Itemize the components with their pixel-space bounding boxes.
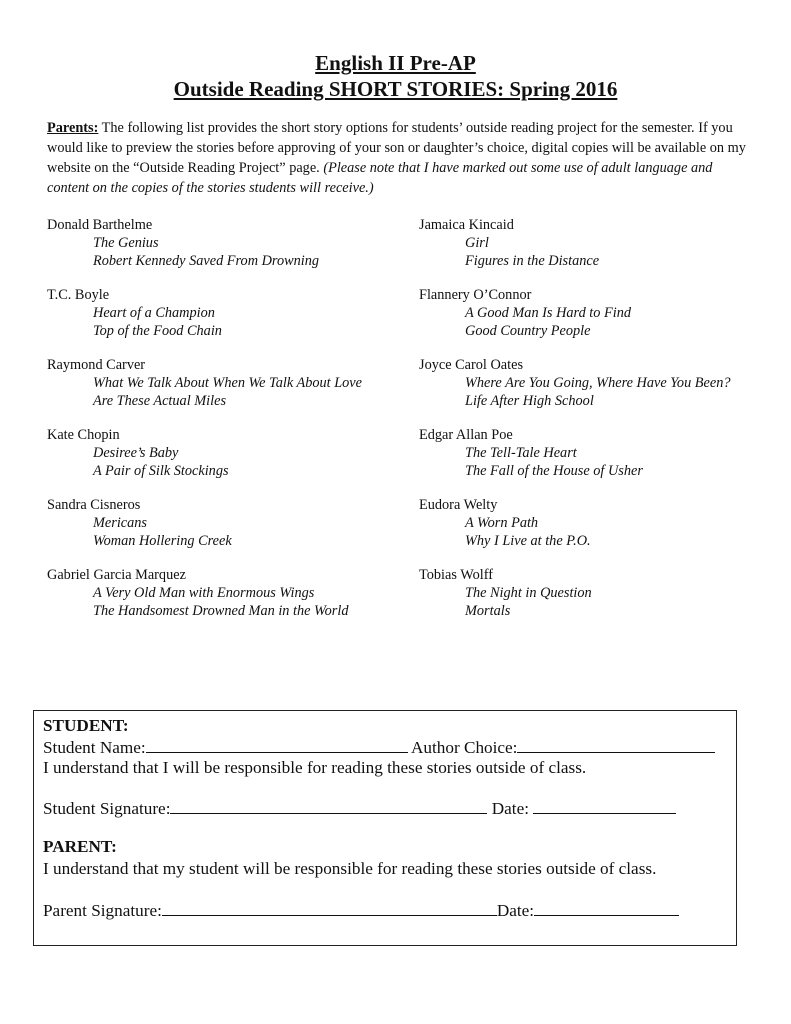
author-name: T.C. Boyle <box>47 287 110 303</box>
author-name: Tobias Wolff <box>419 567 493 583</box>
author-list-left <box>47 216 387 636</box>
author-entry <box>47 496 387 566</box>
author-name: Eudora Welty <box>419 497 498 513</box>
author-entry <box>419 286 759 356</box>
story-title: Figures in the Distance <box>465 253 600 269</box>
story-title: Good Country People <box>465 323 591 339</box>
author-entry <box>47 356 387 426</box>
story-title: A Worn Path <box>465 515 539 531</box>
student-name-field[interactable] <box>146 736 408 753</box>
student-date-field[interactable] <box>533 797 676 814</box>
story-title: The Tell-Tale Heart <box>465 445 577 461</box>
student-signature-label: Student Signature: <box>43 799 171 818</box>
student-heading: STUDENT: <box>43 716 129 735</box>
author-entry <box>47 286 387 356</box>
intro-paragraph <box>47 118 747 198</box>
author-name: Raymond Carver <box>47 357 146 373</box>
intro-text: The following list provides the short story options for students’ outside reading project for the semester. If you would like to preview the stories before approving of your son or daughter’s choice, digital copies will be available on my website on the “Outside Reading Project” page. <box>47 120 746 176</box>
parent-heading: PARENT: <box>43 837 117 856</box>
author-entry <box>47 566 387 636</box>
author-name: Kate Chopin <box>47 427 120 443</box>
story-title: Woman Hollering Creek <box>93 533 232 549</box>
parent-statement: I understand that my student will be responsible for reading these stories outside of class. <box>43 859 657 878</box>
story-title: A Good Man Is Hard to Find <box>465 305 631 321</box>
student-signature-field[interactable] <box>170 797 487 814</box>
author-name: Gabriel Garcia Marquez <box>47 567 186 583</box>
story-title: The Fall of the House of Usher <box>465 463 643 479</box>
story-title: A Very Old Man with Enormous Wings <box>93 585 315 601</box>
document-subtitle: Outside Reading SHORT STORIES: Spring 2016 <box>173 77 618 101</box>
author-entry <box>47 426 387 496</box>
document-title: English II Pre-AP <box>315 51 476 75</box>
author-entry <box>419 216 759 286</box>
story-title: Robert Kennedy Saved From Drowning <box>93 253 320 269</box>
story-title: Why I Live at the P.O. <box>465 533 591 549</box>
intro-lead: Parents: <box>47 120 99 136</box>
student-name-label: Student Name: <box>43 738 146 757</box>
parent-signature-field[interactable] <box>162 899 497 916</box>
author-name: Joyce Carol Oates <box>419 357 524 373</box>
story-title: Are These Actual Miles <box>93 393 227 409</box>
story-title: Girl <box>465 235 489 251</box>
author-list-right <box>419 216 759 636</box>
author-name: Flannery O’Connor <box>419 287 532 303</box>
permission-form <box>33 710 737 946</box>
story-title: The Handsomest Drowned Man in the World <box>93 603 349 619</box>
author-entry <box>419 496 759 566</box>
story-title: A Pair of Silk Stockings <box>93 463 229 479</box>
author-name: Sandra Cisneros <box>47 497 141 513</box>
author-name: Edgar Allan Poe <box>419 427 513 443</box>
story-title: Heart of a Champion <box>93 305 215 321</box>
author-choice-field[interactable] <box>517 736 715 753</box>
author-choice-label: Author Choice: <box>411 738 518 757</box>
story-title: Where Are You Going, Where Have You Been? <box>465 375 731 391</box>
student-signature-row <box>43 797 676 820</box>
story-title: Desiree’s Baby <box>93 445 179 461</box>
student-statement: I understand that I will be responsible for reading these stories outside of class. <box>43 758 587 777</box>
parent-date-field[interactable] <box>534 899 679 916</box>
author-entry <box>419 566 759 636</box>
story-title: What We Talk About When We Talk About Love <box>93 375 362 391</box>
student-name-row <box>43 736 715 759</box>
story-title: Mortals <box>465 603 511 619</box>
parent-signature-row <box>43 899 679 922</box>
story-title: Top of the Food Chain <box>93 323 222 339</box>
story-title: Mericans <box>93 515 147 531</box>
parent-signature-label: Parent Signature: <box>43 901 162 920</box>
story-title: The Night in Question <box>465 585 592 601</box>
story-title: The Genius <box>93 235 159 251</box>
parent-date-label: Date: <box>496 901 535 920</box>
author-name: Donald Barthelme <box>47 217 153 233</box>
author-entry <box>47 216 387 286</box>
intro-note: (Please note that I have marked out some use of adult language and content on the copies of the stories students will receive.) <box>47 160 713 196</box>
author-entry <box>419 426 759 496</box>
author-entry <box>419 356 759 426</box>
author-name: Jamaica Kincaid <box>419 217 514 233</box>
student-date-label: Date: <box>491 799 529 818</box>
story-title: Life After High School <box>465 393 594 409</box>
